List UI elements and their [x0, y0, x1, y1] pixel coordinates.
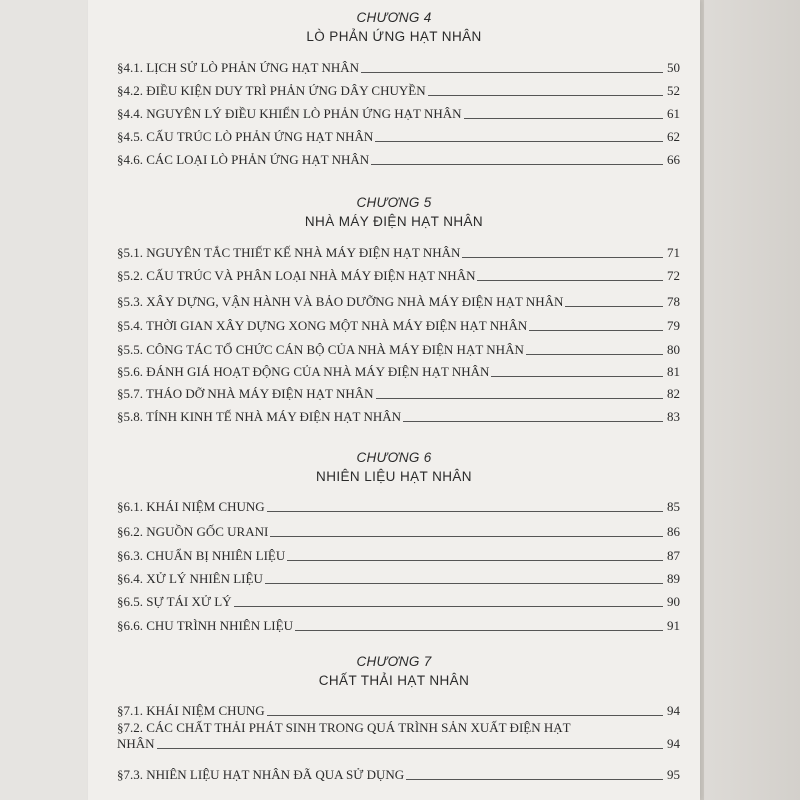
- entry-title: §6.6. CHU TRÌNH NHIÊN LIỆU: [117, 618, 293, 633]
- entry-title: §5.3. XÂY DỰNG, VẬN HÀNH VÀ BẢO DƯỠNG NHÀ MÁY ĐIỆN HẠT NHÂN: [117, 294, 564, 309]
- toc-entry[interactable]: [117, 703, 680, 719]
- toc-entry[interactable]: [117, 268, 680, 284]
- leader-line: [295, 629, 663, 631]
- chapter-title: NHIÊN LIỆU HẠT NHÂN: [316, 469, 472, 484]
- entry-title: §6.1. KHÁI NIỆM CHUNG: [117, 499, 265, 514]
- toc-entry[interactable]: [117, 618, 680, 634]
- leader-line: [287, 559, 663, 561]
- entry-title: §5.8. TÍNH KINH TẾ NHÀ MÁY ĐIỆN HẠT NHÂN: [117, 409, 402, 424]
- leader-line: [406, 778, 663, 780]
- leader-line: [403, 420, 663, 422]
- chapter-heading: [88, 10, 700, 44]
- chapter-title: LÒ PHẢN ỨNG HẠT NHÂN: [306, 29, 482, 44]
- leader-line: [464, 117, 663, 119]
- chapter-number: CHƯƠNG 6: [356, 450, 432, 465]
- toc-entry[interactable]: [117, 594, 680, 610]
- page-number: 90: [667, 594, 680, 609]
- page-number: 95: [667, 767, 680, 782]
- entry-title: §5.5. CÔNG TÁC TỔ CHỨC CÁN BỘ CỦA NHÀ MÁY ĐIỆN HẠT NHÂN: [117, 342, 524, 357]
- leader-line: [371, 163, 663, 165]
- page-number: 87: [667, 548, 680, 563]
- entry-title: §4.4. NGUYÊN LÝ ĐIỀU KHIỂN LÒ PHẢN ỨNG HẠT NHÂN: [117, 106, 462, 121]
- page-number: 80: [667, 342, 680, 357]
- leader-line: [270, 535, 663, 537]
- page-number: 82: [667, 386, 680, 401]
- leader-line: [529, 329, 663, 331]
- page-number: 52: [667, 83, 680, 98]
- leader-line: [491, 375, 663, 377]
- page-number: 78: [667, 294, 680, 309]
- page-number: 83: [667, 409, 680, 424]
- toc-entry[interactable]: [117, 571, 680, 587]
- leader-line: [267, 714, 663, 716]
- leader-line: [267, 510, 663, 512]
- page-number: 79: [667, 318, 680, 333]
- entry-title: §5.7. THÁO DỠ NHÀ MÁY ĐIỆN HẠT NHÂN: [117, 386, 374, 401]
- toc-page: [88, 0, 700, 800]
- chapter-heading: [88, 450, 700, 484]
- chapter-number: CHƯƠNG 4: [356, 10, 432, 25]
- page-number: 85: [667, 499, 680, 514]
- toc-entry[interactable]: [117, 106, 680, 122]
- toc-entry[interactable]: [117, 152, 680, 168]
- toc-entry[interactable]: [117, 499, 680, 515]
- leader-line: [477, 279, 663, 281]
- leader-line: [565, 305, 663, 307]
- entry-title: §4.6. CÁC LOẠI LÒ PHẢN ỨNG HẠT NHÂN: [117, 152, 370, 167]
- entry-title: §4.5. CẤU TRÚC LÒ PHẢN ỨNG HẠT NHÂN: [117, 129, 374, 144]
- page-number: 86: [667, 524, 680, 539]
- entry-title-continued: NHÂN: [117, 736, 155, 751]
- entry-title: §7.1. KHÁI NIỆM CHUNG: [117, 703, 265, 718]
- toc-entry[interactable]: [117, 720, 680, 752]
- page-number: 94: [667, 703, 680, 718]
- leader-line: [157, 747, 663, 749]
- toc-entry[interactable]: [117, 386, 680, 402]
- leader-line: [234, 605, 663, 607]
- chapter-title: NHÀ MÁY ĐIỆN HẠT NHÂN: [304, 214, 484, 229]
- entry-title: §6.4. XỬ LÝ NHIÊN LIỆU: [117, 571, 263, 586]
- toc-entry[interactable]: [117, 409, 680, 425]
- entry-title: §7.2. CÁC CHẤT THẢI PHÁT SINH TRONG QUÁ TRÌNH SẢN XUẤT ĐIỆN HẠT: [117, 720, 571, 735]
- entry-title: §5.6. ĐÁNH GIÁ HOẠT ĐỘNG CỦA NHÀ MÁY ĐIỆN HẠT NHÂN: [117, 364, 490, 379]
- entry-title: §5.1. NGUYÊN TẮC THIẾT KẾ NHÀ MÁY ĐIỆN HẠT NHÂN: [117, 245, 461, 260]
- page-number: 89: [667, 571, 680, 586]
- page-number: 66: [667, 152, 680, 167]
- chapter-number: CHƯƠNG 7: [356, 654, 432, 669]
- entry-title: §5.4. THỜI GIAN XÂY DỰNG XONG MỘT NHÀ MÁY ĐIỆN HẠT NHÂN: [117, 318, 528, 333]
- entry-title: §6.3. CHUẨN BỊ NHIÊN LIỆU: [117, 548, 286, 563]
- leader-line: [462, 256, 663, 258]
- page-number: 72: [667, 268, 680, 283]
- chapter-heading: [88, 654, 700, 688]
- leader-line: [265, 582, 663, 584]
- page-number: 62: [667, 129, 680, 144]
- leader-line: [376, 397, 664, 399]
- chapter-heading: [88, 195, 700, 229]
- toc-entry[interactable]: [117, 129, 680, 145]
- entry-title: §4.2. ĐIỀU KIỆN DUY TRÌ PHẢN ỨNG DÂY CHUYỀN: [117, 83, 426, 98]
- toc-entry[interactable]: [117, 524, 680, 540]
- toc-entry[interactable]: [117, 364, 680, 380]
- toc-entry[interactable]: [117, 60, 680, 76]
- page-number: 81: [667, 364, 680, 379]
- toc-entry[interactable]: [117, 767, 680, 783]
- chapter-title: CHẤT THẢI HẠT NHÂN: [318, 673, 470, 688]
- toc-entry[interactable]: [117, 318, 680, 334]
- leader-line: [526, 353, 663, 355]
- toc-entry[interactable]: [117, 245, 680, 261]
- toc-entry[interactable]: [117, 294, 680, 310]
- entry-title: §7.3. NHIÊN LIỆU HẠT NHÂN ĐÃ QUA SỬ DỤNG: [117, 767, 405, 782]
- toc-entry[interactable]: [117, 342, 680, 358]
- page-number: 50: [667, 60, 680, 75]
- entry-title: §5.2. CẤU TRÚC VÀ PHÂN LOẠI NHÀ MÁY ĐIỆN HẠT NHÂN: [117, 268, 476, 283]
- entry-title: §4.1. LỊCH SỬ LÒ PHẢN ỨNG HẠT NHÂN: [117, 60, 360, 75]
- page-number: 71: [667, 245, 680, 260]
- entry-title: §6.2. NGUỒN GỐC URANI: [117, 524, 269, 539]
- adjacent-page-edge: [700, 0, 800, 800]
- leader-line: [375, 140, 663, 142]
- chapter-number: CHƯƠNG 5: [356, 195, 432, 210]
- toc-entry[interactable]: [117, 83, 680, 99]
- toc-entry[interactable]: [117, 548, 680, 564]
- entry-title: §6.5. SỰ TÁI XỬ LÝ: [117, 594, 232, 609]
- leader-line: [428, 94, 663, 96]
- page-number: 91: [667, 618, 680, 633]
- page-number: 94: [667, 736, 680, 751]
- page-number: 61: [667, 106, 680, 121]
- leader-line: [361, 71, 663, 73]
